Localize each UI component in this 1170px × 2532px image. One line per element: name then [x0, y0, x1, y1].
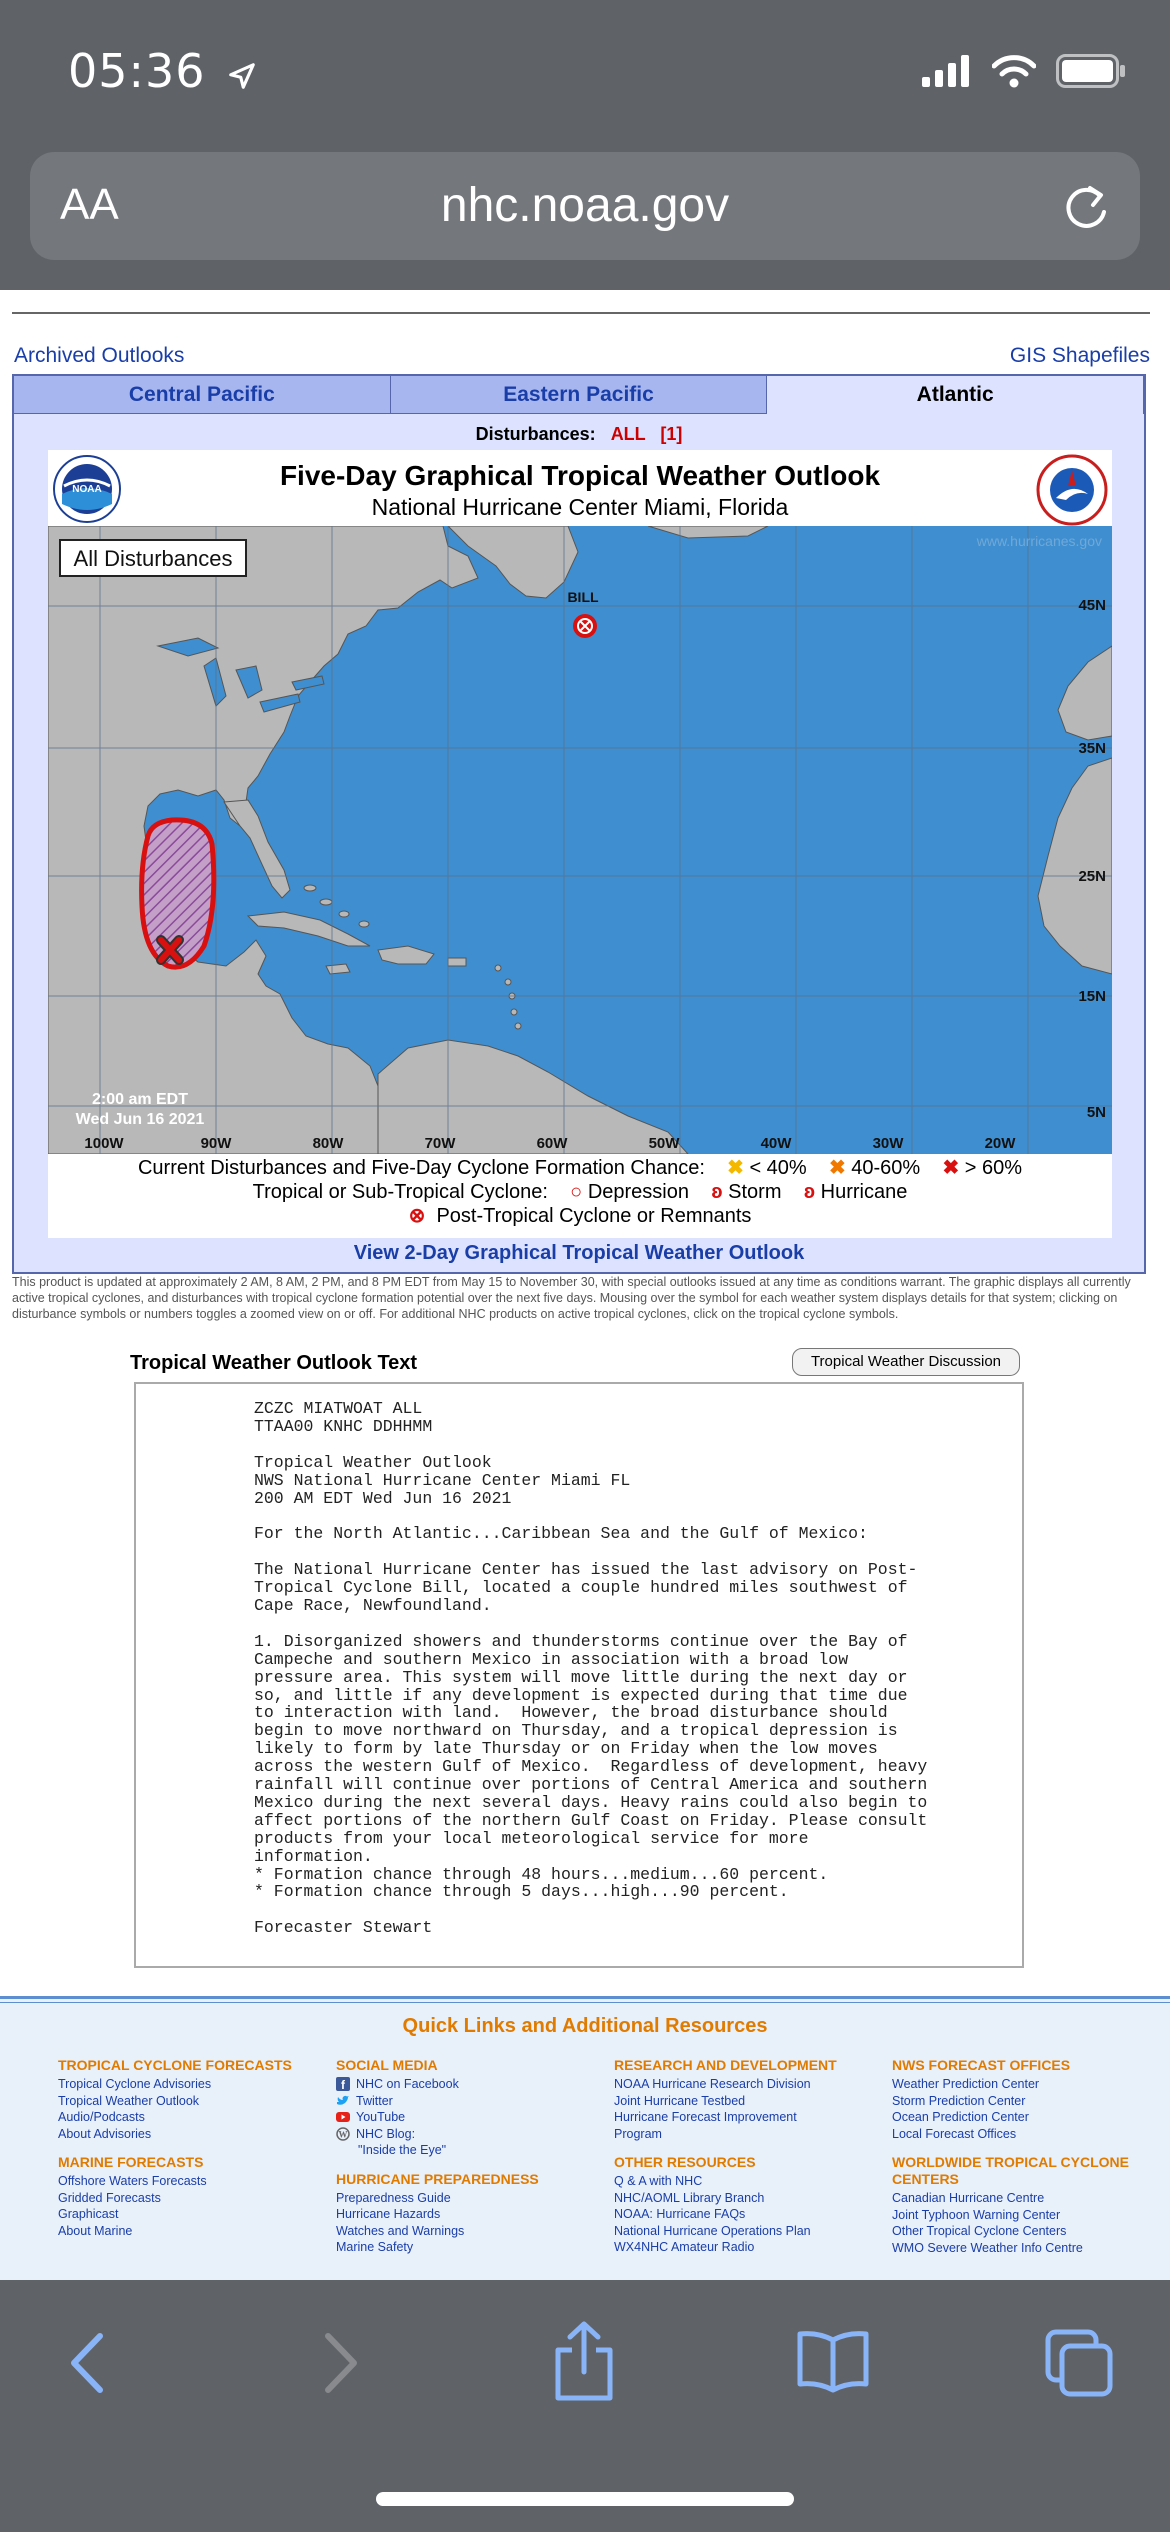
footer-heading: HURRICANE PREPAREDNESS: [336, 2170, 539, 2187]
lat-label: 45N: [1078, 597, 1106, 614]
svg-text:W: W: [338, 2129, 348, 2140]
address-bar[interactable]: [30, 152, 1140, 260]
footer-heading: MARINE FORECASTS: [58, 2154, 204, 2170]
outlook-text: ZCZC MIATWOAT ALL TTAA00 KNHC DDHHMM Tropical Weather Outlook NWS National Hurricane Center Miami FL 200 AM EDT Wed Jun 16 2021 For the North Atlantic...Caribbean Sea and the Gulf of Mexico: The National Hurricane Center has issued the last advisory on Post- Tropical Cyclone Bill, located a couple hundred miles southwest of Cape Race, Newfoundland. 1. Disorganized showers and thunderstorms continue over the Bay of Campeche and southern Mexico in association with a broad low pressure area. This system will move little during the next day or so, and little if any development is expected during that time due to interaction with land. However, the broad disturbance should begin to move northward on Thursday, and a tropical depression is likely to form by late Thursday or on Friday when the low moves across the western Gulf of Mexico. Regardless of development, heavy rainfall will continue over portions of Central America and southern Mexico during the next several days. Heavy rains could also begin to affect portions of the northern Gulf Coast on Friday. Please consult products from your local meteorological service for more information. * Formation chance through 48 hours...medium...60 percent. * Formation chance through 5 days...high...90 percent. Forecaster Stewart: [254, 1399, 928, 1938]
hurricane-icon: ʚ: [803, 1181, 816, 1203]
back-icon[interactable]: [66, 2330, 110, 2396]
footer-link[interactable]: NOAA Hurricane Research Division: [614, 2077, 811, 2091]
tabs-icon[interactable]: [1044, 2328, 1114, 2398]
reload-icon[interactable]: [1060, 178, 1112, 234]
footer-link[interactable]: Other Tropical Cyclone Centers: [892, 2224, 1067, 2238]
footer-link[interactable]: WMO Severe Weather Info Centre: [892, 2240, 1083, 2255]
footer-link[interactable]: National Hurricane Operations Plan: [614, 2223, 811, 2238]
post-tropical-cyclone-icon[interactable]: [573, 614, 597, 638]
atlantic-outlook-map[interactable]: [48, 526, 1112, 1154]
high-chance-x-icon: ✖: [942, 1157, 960, 1179]
footer-link[interactable]: Q & A with NHC: [614, 2174, 703, 2188]
product-fineprint: This product is updated at approximately 2 AM, 8 AM, 2 PM, and 8 PM EDT from May 15 to November 30, with special outlooks issued at any time as conditions warrant. The graphic displays all currently active tropical cyclones, and disturbances with tropical cyclone formation potential over the next five days. Mousing over the symbol for each weather system displays details for that system; clicking on disturbance symbols or numbers toggles a zoomed view on or off. For additional NHC products on active tropical cyclones, click on the tropical cyclone symbols.: [12, 1275, 1131, 1321]
legend-medium: ✖ 40-60%: [828, 1157, 921, 1179]
youtube-icon: [336, 2110, 350, 2124]
depression-icon: ○: [570, 1181, 583, 1203]
forward-icon[interactable]: [318, 2330, 362, 2396]
footer-link[interactable]: WX4NHC Amateur Radio: [614, 2240, 755, 2254]
medium-chance-x-icon: ✖: [828, 1157, 846, 1179]
footer-col-research: [614, 2057, 884, 2256]
footer-col-tropical: [58, 2057, 328, 2239]
lon-label: 80W: [312, 1135, 344, 1152]
footer-link[interactable]: Audio/Podcasts: [58, 2110, 145, 2124]
footer-link[interactable]: Offshore Waters Forecasts: [58, 2174, 207, 2188]
lon-label: 90W: [200, 1135, 232, 1152]
wordpress-icon: [336, 2127, 350, 2141]
all-disturbances-button[interactable]: [60, 540, 246, 576]
tab-central-pacific[interactable]: Central Pacific: [14, 376, 391, 414]
quick-links-footer: [0, 1996, 1170, 2280]
clock-text: 05:36: [68, 44, 206, 98]
browser-top-bar: [0, 0, 1170, 290]
archived-outlooks-link[interactable]: Archived Outlooks: [14, 344, 185, 367]
outlook-text-box[interactable]: [134, 1382, 1024, 1968]
footer-link[interactable]: Joint Hurricane Testbed: [614, 2093, 746, 2108]
footer-heading: RESEARCH AND DEVELOPMENT: [614, 2057, 837, 2073]
legend-high: ✖ > 60%: [942, 1157, 1023, 1179]
map-legend: [48, 1156, 1112, 1228]
legend-label-cyclone: Tropical or Sub-Tropical Cyclone:: [252, 1181, 548, 1203]
lon-label: 50W: [648, 1135, 680, 1152]
legend-low: ✖ < 40%: [727, 1157, 807, 1179]
facebook-icon: [336, 2077, 350, 2091]
twitter-icon: [336, 2094, 350, 2108]
lon-label: 20W: [984, 1135, 1016, 1152]
footer-link[interactable]: Canadian Hurricane Centre: [892, 2191, 1045, 2205]
home-indicator[interactable]: [376, 2492, 794, 2506]
lat-label: 15N: [1078, 988, 1106, 1005]
footer-link[interactable]: Joint Typhoon Warning Center: [892, 2207, 1061, 2222]
disturbances-row: [14, 424, 1144, 445]
youtube-link[interactable]: YouTube: [356, 2110, 406, 2124]
outlook-frame: [12, 374, 1146, 1274]
facebook-link[interactable]: NHC on Facebook: [356, 2077, 459, 2091]
footer-link[interactable]: Hurricane Forecast Improvement: [614, 2110, 797, 2124]
tab-atlantic[interactable]: Atlantic: [767, 376, 1144, 414]
legend-depression: ○ Depression: [570, 1181, 689, 1203]
blog-row[interactable]: [336, 2126, 606, 2143]
footer-heading: WORLDWIDE TROPICAL CYCLONE CENTERS: [892, 2154, 1129, 2187]
footer-link[interactable]: Graphicast: [58, 2207, 119, 2221]
footer-col-nws: [892, 2057, 1162, 2256]
outlook-graphic: [48, 450, 1112, 1238]
graphic-title: Five-Day Graphical Tropical Weather Outlook: [279, 460, 881, 491]
map-watermark: www.hurricanes.gov: [976, 533, 1102, 549]
twitter-link[interactable]: Twitter: [356, 2093, 393, 2108]
map-timestamp-time: 2:00 am EDT: [91, 1091, 189, 1108]
low-chance-x-icon: ✖: [727, 1157, 744, 1179]
footer-link[interactable]: Tropical Weather Outlook: [58, 2093, 200, 2108]
divider: [12, 312, 1150, 314]
lon-label: 40W: [760, 1135, 792, 1152]
bookmarks-icon[interactable]: [796, 2328, 870, 2394]
footer-heading: TROPICAL CYCLONE FORECASTS: [58, 2057, 292, 2073]
lat-label: 5N: [1086, 1104, 1106, 1121]
footer-link[interactable]: Marine Safety: [336, 2240, 414, 2254]
footer-link[interactable]: NOAA: Hurricane FAQs: [614, 2207, 746, 2221]
footer-link[interactable]: Hurricane Hazards: [336, 2207, 441, 2221]
location-arrow-icon: [227, 61, 257, 91]
cellular-signal-icon: [922, 55, 972, 87]
tropical-weather-discussion-button[interactable]: Tropical Weather Discussion: [792, 1348, 1020, 1376]
footer-link[interactable]: Weather Prediction Center: [892, 2077, 1040, 2091]
lon-label: 100W: [84, 1135, 124, 1152]
lon-label: 60W: [536, 1135, 568, 1152]
footer-heading: OTHER RESOURCES: [614, 2154, 756, 2170]
web-page: [0, 290, 1170, 2280]
lon-label: 70W: [424, 1135, 456, 1152]
quick-links-title: Quick Links and Additional Resources: [402, 2015, 768, 2037]
status-icons: [922, 54, 1126, 88]
footer-link[interactable]: About Advisories: [58, 2126, 152, 2141]
basin-tabs: [14, 376, 1144, 414]
storm-label-bill: BILL: [567, 589, 599, 605]
legend-post-tropical: ⊗ Post-Tropical Cyclone or Remnants: [408, 1205, 752, 1227]
footer-link[interactable]: NHC/AOML Library Branch: [614, 2190, 765, 2205]
footer-link[interactable]: About Marine: [58, 2223, 133, 2238]
footer-link[interactable]: Tropical Cyclone Advisories: [58, 2077, 212, 2091]
blog-link[interactable]: NHC Blog:: [356, 2126, 416, 2141]
view-2day-outlook-link[interactable]: View 2-Day Graphical Tropical Weather Outlook: [353, 1242, 805, 1264]
facebook-row[interactable]: [336, 2076, 606, 2093]
map-timestamp-date: Wed Jun 16 2021: [75, 1111, 205, 1128]
legend-hurricane: ʚ Hurricane: [803, 1181, 908, 1203]
footer-link[interactable]: Storm Prediction Center: [892, 2093, 1026, 2108]
footer-link[interactable]: Preparedness Guide: [336, 2190, 451, 2205]
all-disturbances-label: All Disturbances: [73, 546, 233, 571]
footer-link[interactable]: Gridded Forecasts: [58, 2190, 161, 2205]
legend-label-disturbances: Current Disturbances and Five-Day Cyclone Formation Chance:: [137, 1157, 705, 1179]
footer-link[interactable]: Ocean Prediction Center: [892, 2110, 1029, 2124]
footer-heading: SOCIAL MEDIA: [336, 2057, 438, 2073]
disturbance-high-chance-x-icon[interactable]: [161, 940, 179, 960]
footer-link[interactable]: Local Forecast Offices: [892, 2126, 1017, 2141]
map-land-puerto-rico: [448, 958, 466, 966]
lat-label: 35N: [1078, 740, 1106, 757]
svg-text:NOAA: NOAA: [72, 484, 102, 495]
wifi-icon: [992, 54, 1036, 88]
disturbances-label: Disturbances:: [475, 424, 596, 444]
post-tropical-icon: ⊗: [408, 1205, 426, 1227]
svg-text:f: f: [341, 2078, 345, 2092]
gis-shapefiles-link[interactable]: GIS Shapefiles: [1009, 344, 1150, 367]
footer-col-social: [336, 2057, 606, 2256]
url-text[interactable]: nhc.noaa.gov: [440, 179, 730, 232]
legend-storm: ʚ Storm: [711, 1181, 782, 1203]
nws-logo-icon: [1036, 454, 1108, 526]
tab-eastern-pacific[interactable]: Eastern Pacific: [391, 376, 768, 414]
lat-label: 25N: [1078, 868, 1106, 885]
graphic-subtitle: National Hurricane Center Miami, Florida: [371, 494, 789, 520]
lon-label: 30W: [872, 1135, 904, 1152]
battery-icon: [1056, 54, 1126, 88]
map-land-jamaica: [326, 964, 350, 974]
footer-heading: NWS FORECAST OFFICES: [892, 2057, 1071, 2073]
storm-icon: ʚ: [711, 1181, 723, 1203]
share-icon[interactable]: [552, 2320, 616, 2402]
blog-link-subtitle[interactable]: "Inside the Eye": [358, 2143, 447, 2157]
twitter-row[interactable]: [336, 2093, 606, 2110]
reader-aa-button[interactable]: AA: [60, 180, 119, 229]
status-time: [68, 44, 257, 98]
outlook-text-heading: Tropical Weather Outlook Text: [130, 1352, 418, 1374]
footer-link[interactable]: Watches and Warnings: [336, 2223, 465, 2238]
youtube-row[interactable]: [336, 2109, 606, 2126]
disturbances-all-link[interactable]: ALL: [610, 424, 646, 444]
footer-link[interactable]: Program: [614, 2126, 662, 2141]
disturbance-1-link[interactable]: [1]: [660, 424, 683, 444]
